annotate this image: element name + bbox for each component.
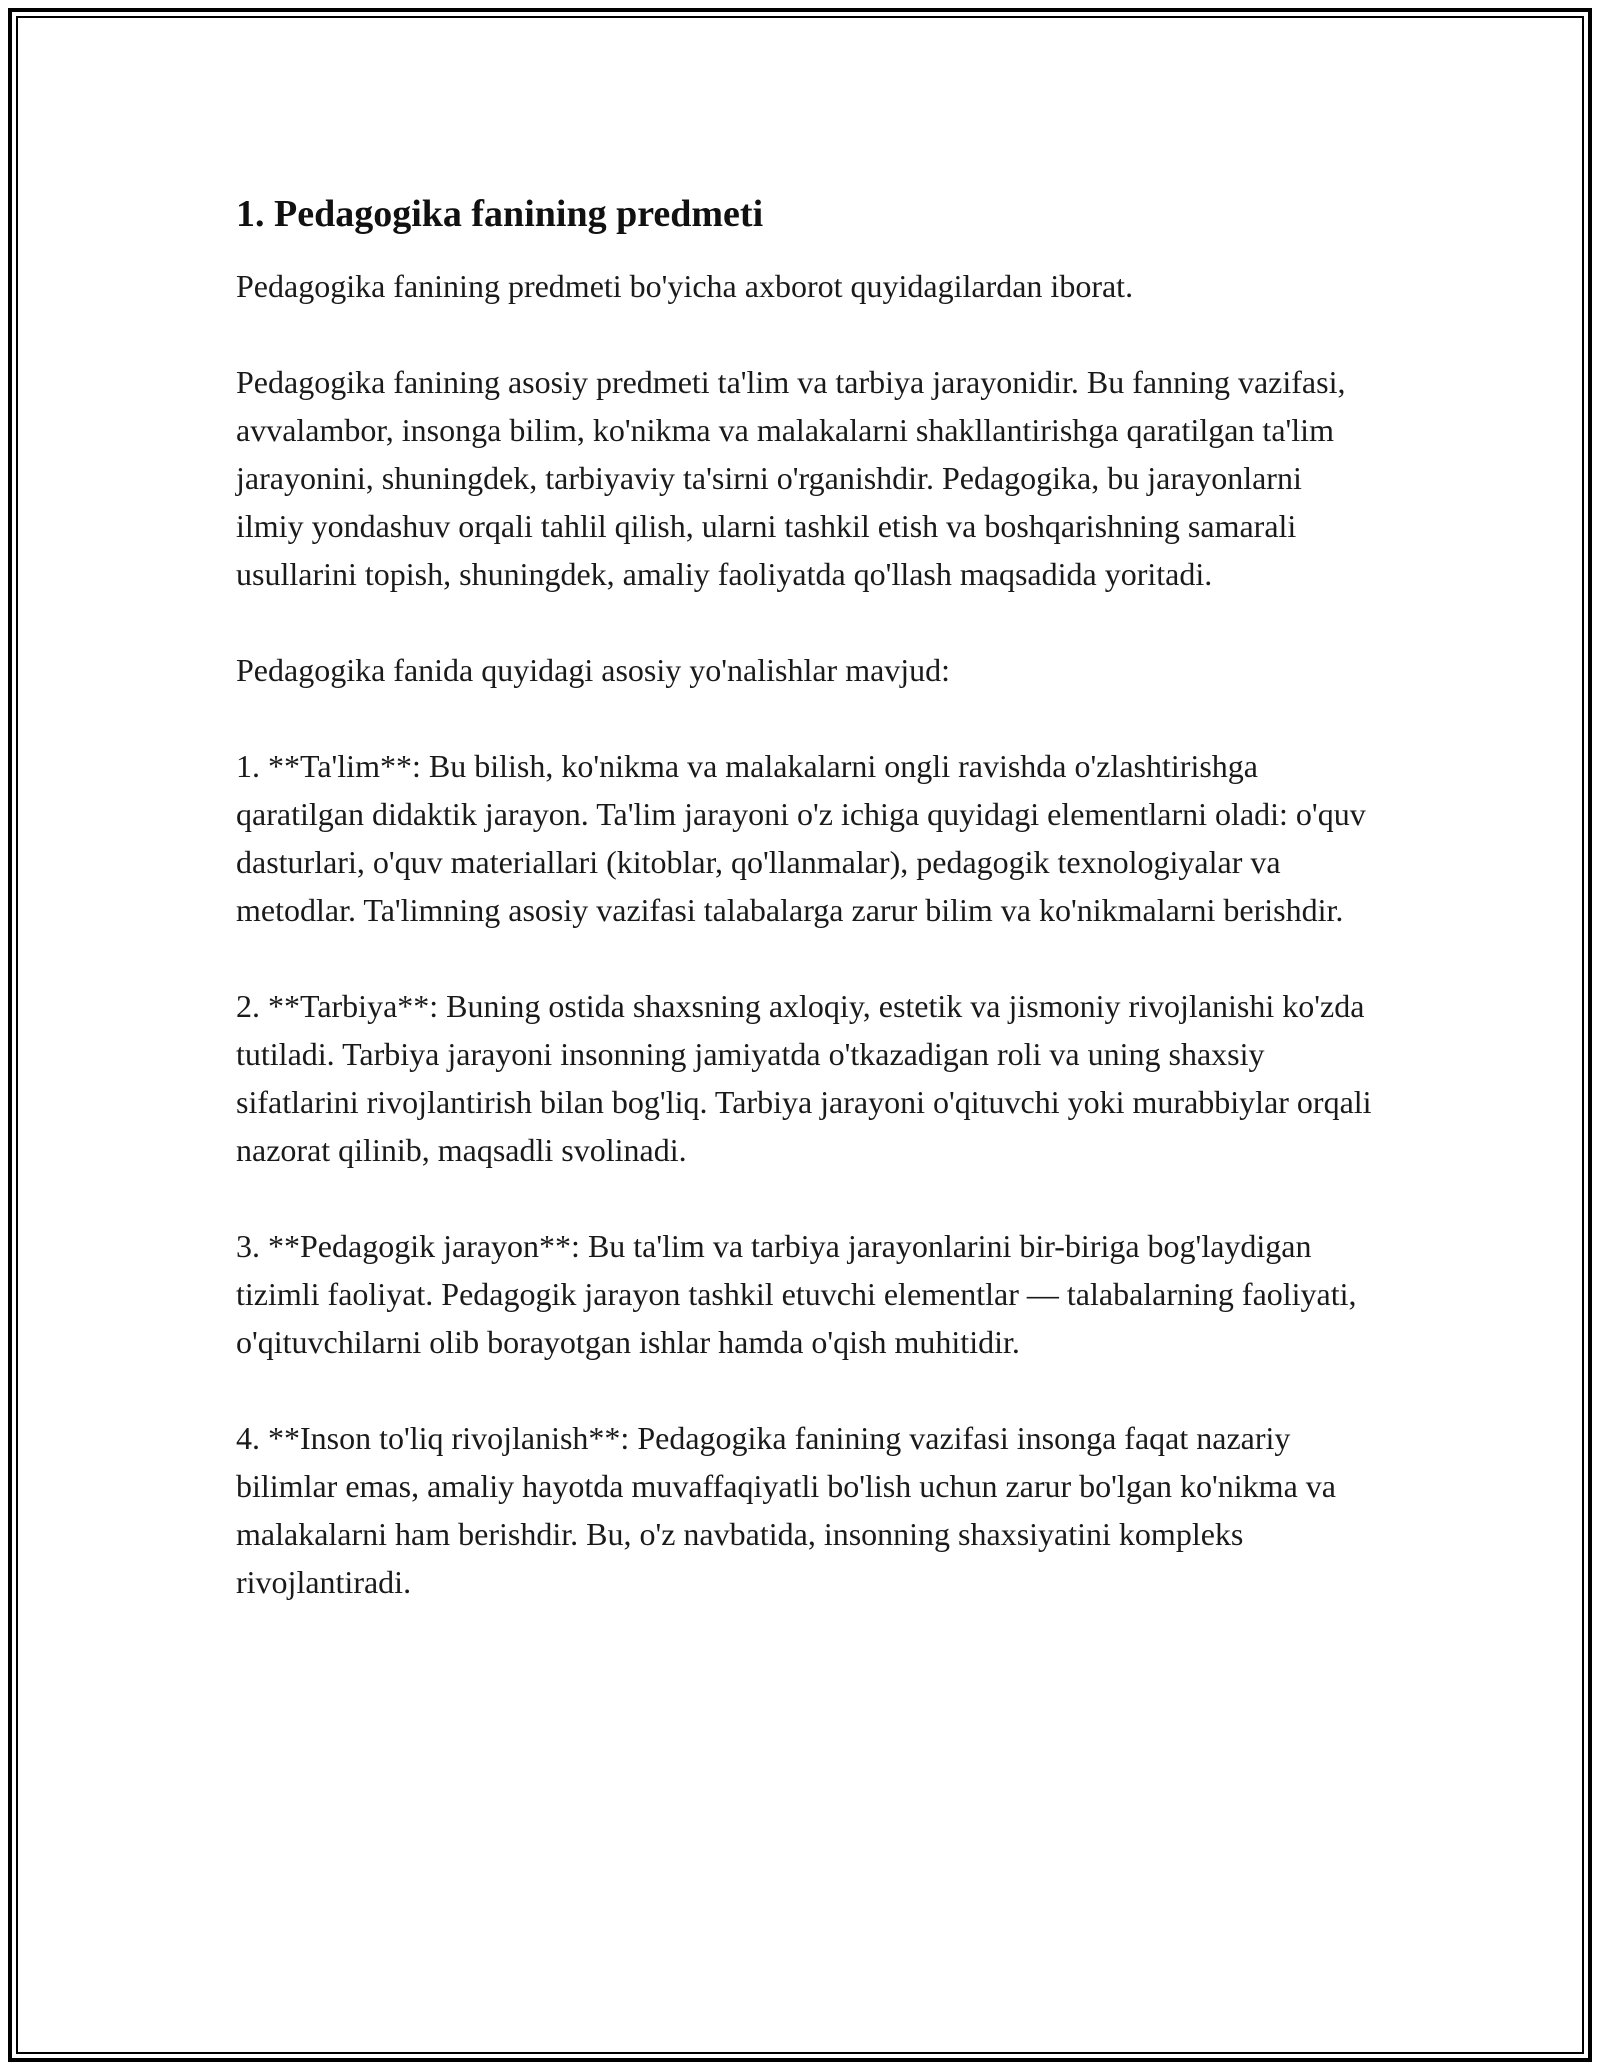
list-item: 2. **Tarbiya**: Buning ostida shaxsning axloqiy, estetik va jismoniy rivojlanishi ko'zda tutiladi. Tarbiya jarayoni insonning jamiyatda o'tkazadigan roli va uning shaxsiy sifatlarini rivojlantirish bilan bog'liq. Tarbiya jarayoni o'qituvchi yoki murabbiylar orqali nazorat qilinib, maqsadli svolinadi.	[236, 988, 1372, 1168]
list-item: 3. **Pedagogik jarayon**: Bu ta'lim va tarbiya jarayonlarini bir-biriga bog'laydigan tizimli faoliyat. Pedagogik jarayon tashkil etuvchi elementlar — talabalarning faoliyati, o'qituvchilarni olib borayotgan ishlar hamda o'qish muhitidir.	[236, 1228, 1357, 1360]
list-item: 1. **Ta'lim**: Bu bilish, ko'nikma va malakalarni ongli ravishda o'zlashtirishga qaratilgan didaktik jarayon. Ta'lim jarayoni o'z ichiga quyidagi elementlarni oladi: o'quv dasturlari, o'quv materiallari (kitoblar, qo'llanmalar), pedagogik texnologiyalar va metodlar. Ta'limning asosiy vazifasi talabalarga zarur bilim va ko'nikmalarni berishdir.	[236, 748, 1366, 928]
intro-paragraph: Pedagogika fanining predmeti bo'yicha axborot quyidagilardan iborat.	[236, 268, 1134, 304]
list-intro-paragraph: Pedagogika fanida quyidagi asosiy yo'nalishlar mavjud:	[236, 652, 951, 688]
list-item: 4. **Inson to'liq rivojlanish**: Pedagogika fanining vazifasi insonga faqat nazariy bilimlar emas, amaliy hayotda muvaffaqiyatli bo'lish uchun zarur bo'lgan ko'nikma va malakalarni ham berishdir. Bu, o'z navbatida, insonning shaxsiyatini kompleks rivojlantiradi.	[236, 1420, 1336, 1600]
main-paragraph: Pedagogika fanining asosiy predmeti ta'lim va tarbiya jarayonidir. Bu fanning vazifasi, avvalambor, insonga bilim, ko'nikma va malakalarni shakllantirishga qaratilgan ta'lim jarayonini, shuningdek, tarbiyaviy ta'sirni o'rganishdir. Pedagogika, bu jarayonlarni ilmiy yondashuv orqali tahlil qilish, ularni tashkil etish va boshqarishning samarali usullarini topish, shuningdek, amaliy faoliyatda qo'llash maqsadida yoritadi.	[236, 364, 1346, 592]
page-title: 1. Pedagogika fanining predmeti	[236, 193, 764, 235]
document-body	[236, 186, 1376, 1654]
